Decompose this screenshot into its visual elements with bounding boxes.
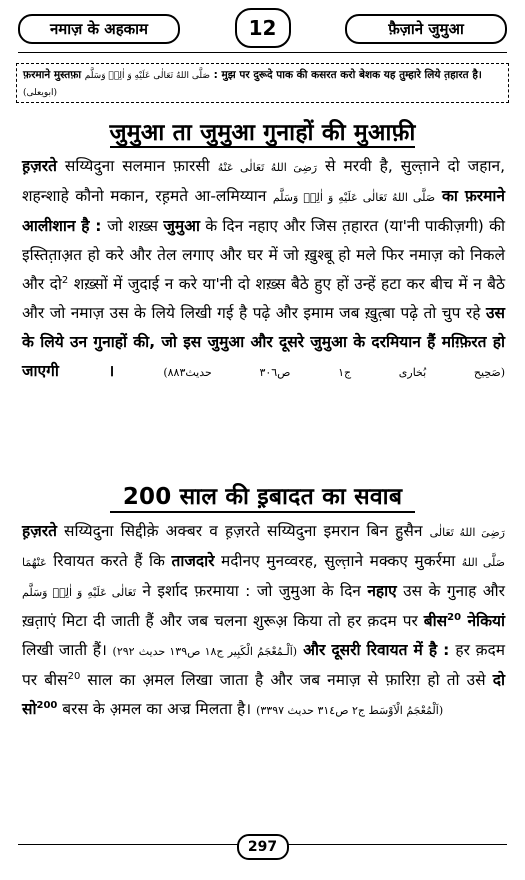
section-1-title: जुमुआ ता जुमुआ गुनाहों की मुआफ़ी bbox=[109, 120, 416, 146]
page-number-badge: 12 bbox=[235, 8, 291, 48]
footer-page-number: 297 bbox=[237, 834, 289, 860]
text-span: और दूसरी रिवायत में है : bbox=[297, 641, 456, 659]
hadith-reference: (صَحِيح بُخارى ج١ ص٣٠٦ حديث٨٨٣) bbox=[163, 366, 505, 379]
text-span: नेकियां bbox=[461, 612, 505, 630]
text-span: ह़ज़रते bbox=[22, 522, 57, 540]
superscript: 20 bbox=[447, 611, 462, 623]
superscript: 20 bbox=[67, 670, 81, 682]
page-header bbox=[18, 8, 507, 50]
text-span: बीस bbox=[423, 612, 448, 630]
text-span: जुमुआ bbox=[163, 217, 200, 235]
quote-text: : मुझ पर दुरूदे पाक की कसरत करो बेशक यह तुम्हारे लिये त़हारत है। bbox=[213, 69, 482, 81]
text-span: से मरवी है, सुल्त़ाने दो जहान, शहन्शाहे कौनो मकान, रह़मते आ-लमिय्यान bbox=[22, 157, 505, 205]
hadith-reference: (اَلْـمُعْجَمُ الْكَبِير ج١٨ ص١٣٩ حديث ٢٩٢) bbox=[112, 645, 298, 658]
arabic-salutation: صَلَّى اللهُ تَعَالٰى عَلَيْهِ وَ اٰلِهٖ وَسَلَّم bbox=[22, 556, 505, 599]
text-span: साल का अ़मल लिखा जाता है और जब नमाज़ से फ़ारिग़ हो तो उसे bbox=[80, 671, 493, 689]
text-span: सय्यिदुना सिद्दीके़ अक्बर व ह़ज़रते सय्यिदुना इमरान बिन हु़सैन bbox=[56, 522, 430, 540]
hadith-reference: (اَلْمُعْجَمُ الْاَوْسَط ج٢ ص٣١٤ حديث ٣٣٩٧) bbox=[256, 704, 444, 717]
section-1-body bbox=[22, 152, 505, 387]
arabic-blessing: رَضِیَ اللهُ تَعَالٰی عَنْهُمَا bbox=[22, 526, 505, 569]
text-span: लिखी जाती हैं। bbox=[22, 641, 107, 659]
arabic-blessing: رَضِیَ اللهُ تَعَالٰی عَنْهُ bbox=[217, 161, 318, 174]
text-span: के दिन नहाए और जिस त़हारत (या'नी पाकीज़गी) की इस्तित़ाअ़त हो करे और तेल लगाए और घर में जो ख़ुश्बू हो मले फिर नमाज़ को निकले और दो bbox=[22, 217, 505, 293]
section-1-title-underline bbox=[110, 146, 415, 148]
superscript: 2 bbox=[61, 274, 69, 286]
text-span: ने इर्शाद फ़रमाया : bbox=[135, 582, 257, 600]
text-span: बरस के अ़मल का अज्र मिलता है। bbox=[57, 700, 252, 718]
text-span: उस के लिये उन गुनाहों की, जो इस जुमुआ और दूसरे जुमुआ के दरमियान हैं मग़्फ़िरत हो जाएगी । bbox=[22, 304, 505, 380]
hadith-quote-box bbox=[16, 63, 509, 103]
section-2-body bbox=[22, 517, 505, 725]
quote-arabic-salutation: صَلَّى اللهُ تَعَالٰى عَلَيْهِ وَ اٰلِهٖ وَسَلَّم bbox=[84, 71, 211, 81]
header-divider bbox=[18, 52, 507, 53]
section-2-title-underline bbox=[110, 511, 415, 513]
superscript: 200 bbox=[36, 699, 58, 711]
text-span: सय्यिदुना सलमान फ़ारसी bbox=[56, 157, 218, 175]
text-span: का फ़रमाने आलीशान है : bbox=[22, 187, 505, 235]
text-span: हर क़दम पर बीस bbox=[22, 641, 506, 689]
book-title-badge: नमाज़ के अहकाम bbox=[18, 14, 180, 44]
text-span: शख़्सों में जुदाई न करे या'नी दो शख़्स बैठे हुए हों उन्हें हटा कर बीच में न बैठे और जो नमाज़ उस के लिये लिखी गई है पढ़े और इमाम जब ख़ुत़्बा पढ़े तो चुप रहे bbox=[22, 275, 505, 322]
arabic-salutation: صَلَّى اللهُ تَعَالٰى عَلَيْهِ وَ اٰلِهٖ وَسَلَّم bbox=[272, 191, 436, 204]
quote-reference: (ابويعلى) bbox=[23, 88, 58, 98]
chapter-title-badge: फ़ैज़ाने जुमुआ bbox=[345, 14, 507, 44]
text-span: ताजदारे bbox=[171, 552, 215, 570]
text-span: ह़ज़रते bbox=[22, 157, 57, 175]
quote-label: फ़रमाने मुस्तफ़ा bbox=[23, 69, 82, 81]
section-2-title: 200 साल की इ़बादत का सवाब bbox=[122, 484, 403, 510]
text-span: दो सो bbox=[22, 671, 505, 718]
text-span: मदीनए मुनव्वरह, सुल्त़ाने मक्कए मुकर्रमा bbox=[214, 552, 462, 570]
text-span: जो शख़्स bbox=[107, 217, 164, 235]
text-span: नहाए bbox=[367, 582, 397, 600]
text-span: उस के गुनाह और ख़त़ाएं मिटा दी जाती हैं और जब चलना शुरूअ़ किया तो हर क़दम पर bbox=[22, 582, 506, 630]
text-span: रिवायत करते हैं कि bbox=[46, 552, 172, 570]
text-span: जो जुमुआ के दिन bbox=[256, 582, 368, 600]
